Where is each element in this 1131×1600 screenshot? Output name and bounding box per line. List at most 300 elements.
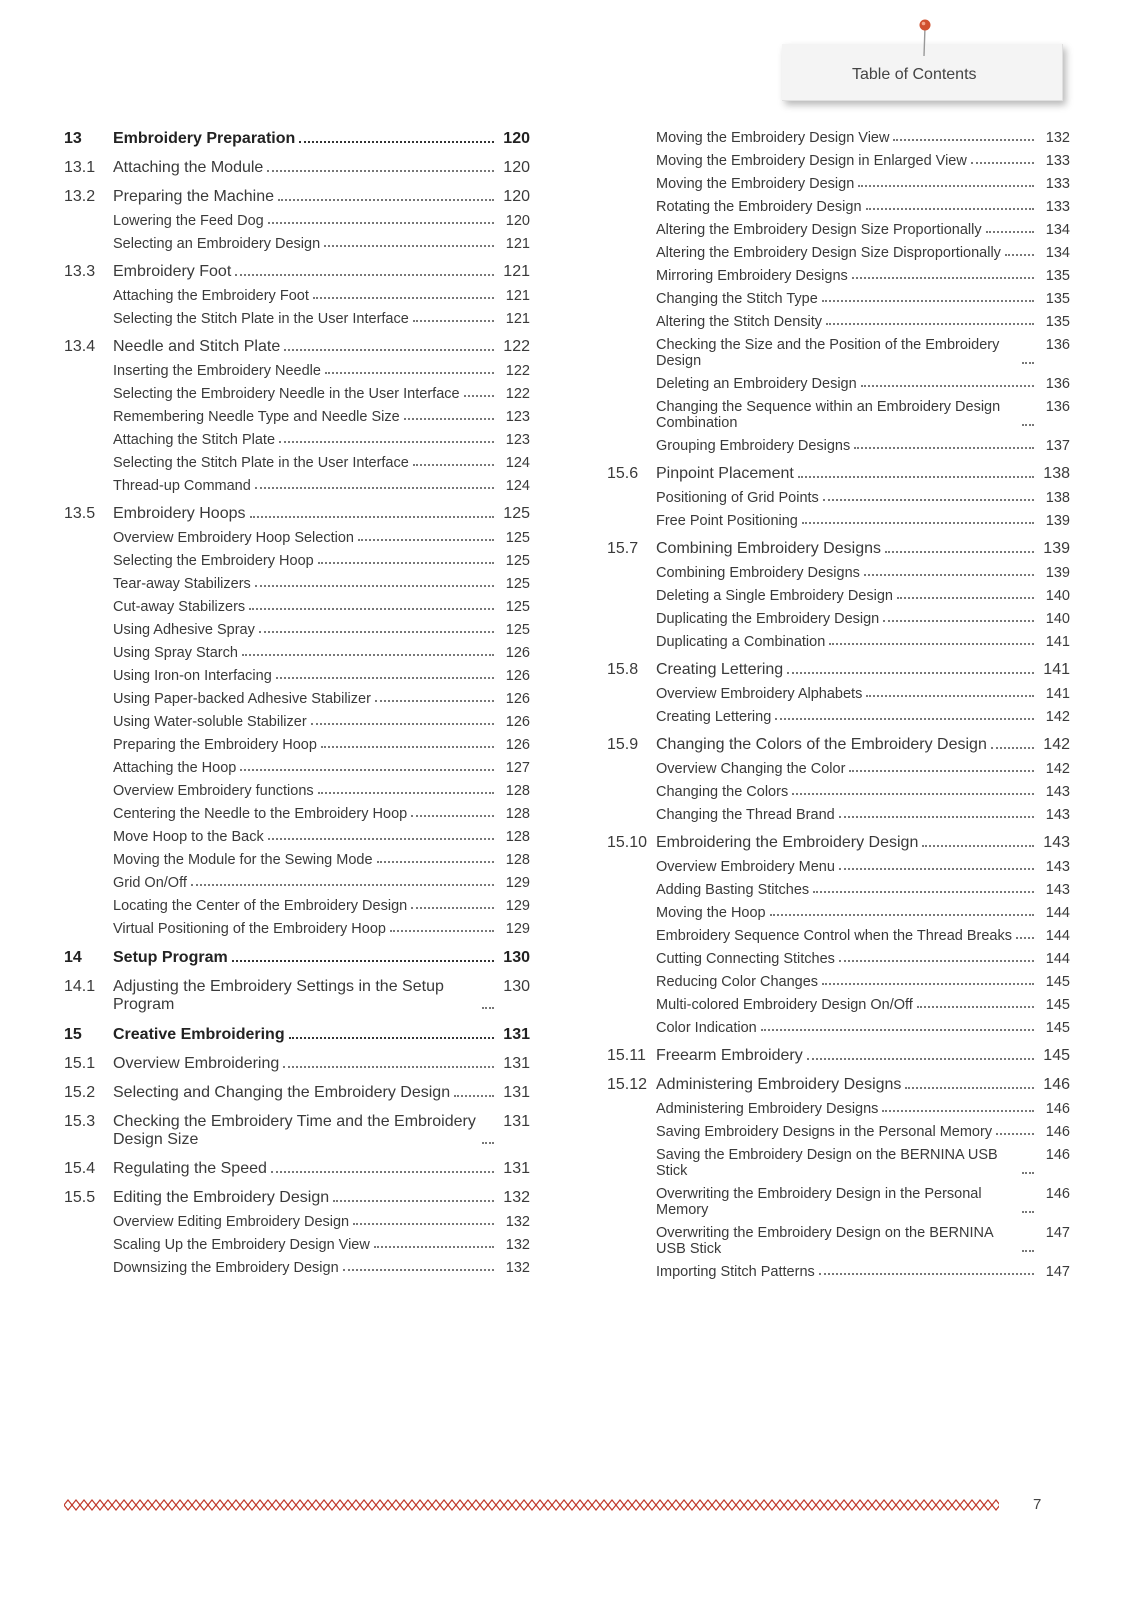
toc-entry-page: 121 bbox=[503, 263, 530, 280]
dot-leader bbox=[374, 1246, 494, 1248]
toc-entry-page: 135 bbox=[1045, 291, 1070, 307]
toc-entry-title: Using Spray Starch bbox=[113, 645, 238, 661]
toc-entry[interactable] bbox=[607, 1225, 1070, 1257]
toc-entry-title: Tear-away Stabilizers bbox=[113, 576, 251, 592]
dot-leader bbox=[996, 1133, 1034, 1135]
toc-entry[interactable] bbox=[607, 399, 1070, 431]
toc-entry-number: 15.10 bbox=[607, 834, 648, 851]
toc-entry-number: 13.5 bbox=[64, 505, 96, 522]
dot-leader bbox=[235, 274, 494, 276]
toc-entry-title: Changing the Colors of the Embroidery Design bbox=[656, 736, 987, 753]
toc-entry-page: 125 bbox=[505, 576, 530, 592]
dot-leader bbox=[866, 208, 1034, 210]
toc-entry-title: Selecting the Stitch Plate in the User Interface bbox=[113, 455, 409, 471]
toc-entry-page: 130 bbox=[503, 949, 530, 966]
toc-entry[interactable] bbox=[64, 386, 530, 402]
toc-entry[interactable] bbox=[607, 337, 1070, 369]
toc-entry-title: Checking the Embroidery Time and the Embroidery Design Size bbox=[113, 1113, 476, 1148]
toc-entry-title: Using Adhesive Spray bbox=[113, 622, 255, 638]
toc-entry[interactable] bbox=[607, 709, 1070, 725]
toc-entry[interactable] bbox=[64, 852, 530, 868]
toc-entry-title: Creating Lettering bbox=[656, 709, 772, 725]
toc-entry[interactable] bbox=[64, 553, 530, 569]
toc-entry-page: 126 bbox=[505, 668, 530, 684]
toc-entry-page: 130 bbox=[503, 978, 530, 995]
stitch-line-bottom bbox=[64, 1505, 999, 1510]
toc-entry-page: 139 bbox=[1045, 565, 1070, 581]
toc-entry[interactable] bbox=[607, 376, 1070, 392]
dot-leader bbox=[822, 300, 1034, 302]
toc-entry-page: 146 bbox=[1045, 1186, 1070, 1202]
toc-entry[interactable] bbox=[607, 291, 1070, 307]
dot-leader bbox=[761, 1029, 1034, 1031]
dot-leader bbox=[284, 349, 494, 351]
dot-leader bbox=[271, 1171, 494, 1173]
toc-entry-page: 133 bbox=[1045, 199, 1070, 215]
toc-entry-number: 13.3 bbox=[64, 263, 96, 280]
dot-leader bbox=[321, 746, 494, 748]
toc-entry-page: 134 bbox=[1045, 222, 1070, 238]
toc-entry-page: 126 bbox=[505, 645, 530, 661]
toc-entry-page: 128 bbox=[505, 829, 530, 845]
toc-entry[interactable] bbox=[64, 737, 530, 753]
toc-entry-title: Reducing Color Changes bbox=[656, 974, 819, 990]
toc-entry-title: Grouping Embroidery Designs bbox=[656, 438, 851, 454]
toc-entry[interactable] bbox=[607, 736, 1070, 754]
dot-leader bbox=[411, 815, 494, 817]
dot-leader bbox=[279, 441, 494, 443]
toc-entry-page: 126 bbox=[505, 737, 530, 753]
toc-entry-page: 146 bbox=[1045, 1147, 1070, 1163]
toc-entry-title: Selecting the Embroidery Needle in the User Interface bbox=[113, 386, 460, 402]
toc-entry[interactable] bbox=[64, 622, 530, 638]
toc-entry[interactable] bbox=[64, 1189, 530, 1207]
dot-leader bbox=[854, 447, 1034, 449]
toc-entry-number: 15.3 bbox=[64, 1113, 96, 1130]
toc-entry[interactable] bbox=[607, 611, 1070, 627]
toc-entry[interactable] bbox=[607, 761, 1070, 777]
toc-entry-title: Embroidery Foot bbox=[113, 263, 232, 280]
toc-entry-title: Attaching the Module bbox=[113, 159, 264, 176]
toc-entry-page: 120 bbox=[503, 188, 530, 205]
toc-entry[interactable] bbox=[607, 834, 1070, 852]
toc-entry-page: 131 bbox=[503, 1160, 530, 1177]
toc-entry-title: Overview Embroidering bbox=[113, 1055, 280, 1072]
toc-entry-number: 15 bbox=[64, 1026, 82, 1043]
toc-entry[interactable] bbox=[64, 668, 530, 684]
toc-entry[interactable] bbox=[607, 1020, 1070, 1036]
toc-entry[interactable] bbox=[607, 882, 1070, 898]
toc-entry[interactable] bbox=[607, 951, 1070, 967]
dot-leader bbox=[324, 245, 494, 247]
toc-entry[interactable] bbox=[607, 245, 1070, 261]
dot-leader bbox=[905, 1087, 1034, 1089]
dot-leader bbox=[268, 222, 494, 224]
toc-entry-number: 13 bbox=[64, 130, 82, 147]
toc-entry[interactable] bbox=[64, 875, 530, 891]
toc-entry[interactable] bbox=[607, 438, 1070, 454]
toc-entry[interactable] bbox=[64, 829, 530, 845]
toc-entry[interactable] bbox=[64, 236, 530, 252]
toc-entry[interactable] bbox=[64, 130, 530, 148]
toc-entry[interactable] bbox=[607, 153, 1070, 169]
toc-entry-page: 140 bbox=[1045, 611, 1070, 627]
toc-entry-page: 132 bbox=[505, 1237, 530, 1253]
dot-leader bbox=[289, 1037, 494, 1039]
toc-entry-page: 129 bbox=[505, 921, 530, 937]
toc-entry-title: Altering the Embroidery Design Size Disproportionally bbox=[656, 245, 1001, 261]
toc-entry[interactable] bbox=[607, 1124, 1070, 1140]
toc-entry-title: Lowering the Feed Dog bbox=[113, 213, 264, 229]
toc-entry[interactable] bbox=[64, 188, 530, 206]
toc-entry[interactable] bbox=[607, 686, 1070, 702]
dot-leader bbox=[358, 539, 494, 541]
toc-entry[interactable] bbox=[64, 338, 530, 356]
toc-entry[interactable] bbox=[64, 921, 530, 937]
toc-entry-title: Importing Stitch Patterns bbox=[656, 1264, 815, 1280]
dot-leader bbox=[311, 723, 494, 725]
toc-entry[interactable] bbox=[607, 905, 1070, 921]
toc-entry-title: Administering Embroidery Designs bbox=[656, 1101, 879, 1117]
dot-leader bbox=[411, 907, 494, 909]
toc-entry-title: Attaching the Embroidery Foot bbox=[113, 288, 309, 304]
toc-entry[interactable] bbox=[64, 978, 530, 1014]
dot-leader bbox=[991, 747, 1034, 749]
toc-entry[interactable] bbox=[64, 1113, 530, 1149]
dot-leader bbox=[278, 199, 494, 201]
dot-leader bbox=[802, 522, 1034, 524]
toc-entry-page: 131 bbox=[503, 1084, 530, 1101]
toc-entry-title: Preparing the Embroidery Hoop bbox=[113, 737, 317, 753]
toc-entry[interactable] bbox=[64, 898, 530, 914]
toc-entry-page: 133 bbox=[1045, 153, 1070, 169]
dot-leader bbox=[882, 1110, 1034, 1112]
toc-entry-page: 146 bbox=[1045, 1124, 1070, 1140]
toc-entry-title: Regulating the Speed bbox=[113, 1160, 267, 1177]
toc-entry[interactable] bbox=[64, 1026, 530, 1044]
toc-left-column bbox=[64, 130, 530, 1276]
toc-entry-title: Remembering Needle Type and Needle Size bbox=[113, 409, 400, 425]
toc-entry-title: Overview Editing Embroidery Design bbox=[113, 1214, 350, 1230]
toc-entry-title: Changing the Thread Brand bbox=[656, 807, 835, 823]
toc-entry-page: 126 bbox=[505, 714, 530, 730]
toc-entry[interactable] bbox=[607, 513, 1070, 529]
toc-right-column bbox=[607, 130, 1070, 1280]
toc-entry-page: 142 bbox=[1045, 709, 1070, 725]
dot-leader bbox=[861, 385, 1034, 387]
toc-entry[interactable] bbox=[64, 530, 530, 546]
toc-entry-number: 15.1 bbox=[64, 1055, 96, 1072]
dot-leader bbox=[255, 585, 494, 587]
toc-entry-number: 15.7 bbox=[607, 540, 639, 557]
toc-entry[interactable] bbox=[64, 1084, 530, 1102]
toc-entry-page: 136 bbox=[1045, 399, 1070, 415]
toc-entry[interactable] bbox=[607, 540, 1070, 558]
toc-entry-title: Saving the Embroidery Design on the BERNINA USB Stick bbox=[656, 1147, 998, 1179]
dot-leader bbox=[454, 1095, 494, 1097]
toc-entry[interactable] bbox=[607, 268, 1070, 284]
toc-entry-title: Selecting and Changing the Embroidery Design bbox=[113, 1084, 451, 1101]
toc-entry[interactable] bbox=[64, 363, 530, 379]
toc-entry-page: 122 bbox=[505, 363, 530, 379]
toc-entry-title: Overview Embroidery Alphabets bbox=[656, 686, 863, 702]
toc-entry[interactable] bbox=[64, 691, 530, 707]
toc-entry-number: 15.11 bbox=[607, 1047, 646, 1064]
dot-leader bbox=[864, 574, 1034, 576]
dot-leader bbox=[839, 868, 1034, 870]
toc-entry-title: Virtual Positioning of the Embroidery Hoop bbox=[113, 921, 386, 937]
toc-entry-title: Using Paper-backed Adhesive Stabilizer bbox=[113, 691, 371, 707]
toc-entry[interactable] bbox=[607, 1264, 1070, 1280]
toc-entry-page: 144 bbox=[1045, 928, 1070, 944]
toc-entry[interactable] bbox=[607, 859, 1070, 875]
toc-entry-title: Mirroring Embroidery Designs bbox=[656, 268, 848, 284]
toc-entry-title: Changing the Stitch Type bbox=[656, 291, 818, 307]
toc-entry[interactable] bbox=[64, 1160, 530, 1178]
toc-entry-title: Creating Lettering bbox=[656, 661, 784, 678]
toc-entry-title: Preparing the Machine bbox=[113, 188, 274, 205]
dot-leader bbox=[883, 620, 1034, 622]
dot-leader bbox=[829, 643, 1034, 645]
dot-leader bbox=[1022, 362, 1034, 364]
toc-entry[interactable] bbox=[607, 490, 1070, 506]
toc-entry-title: Downsizing the Embroidery Design bbox=[113, 1260, 339, 1276]
dot-leader bbox=[343, 1269, 494, 1271]
toc-entry-title: Overwriting the Embroidery Design on the BERNINA USB Stick bbox=[656, 1225, 993, 1257]
toc-entry-page: 141 bbox=[1043, 661, 1070, 678]
toc-entry[interactable] bbox=[607, 928, 1070, 944]
toc-entry[interactable] bbox=[607, 784, 1070, 800]
toc-entry[interactable] bbox=[607, 1186, 1070, 1218]
toc-entry-title: Overview Embroidery Menu bbox=[656, 859, 835, 875]
toc-entry[interactable] bbox=[64, 783, 530, 799]
toc-entry-page: 125 bbox=[505, 553, 530, 569]
toc-entry-title: Deleting a Single Embroidery Design bbox=[656, 588, 893, 604]
toc-entry-page: 132 bbox=[505, 1214, 530, 1230]
dot-leader bbox=[897, 597, 1034, 599]
toc-entry-page: 144 bbox=[1045, 905, 1070, 921]
toc-entry-title: Centering the Needle to the Embroidery Hoop bbox=[113, 806, 408, 822]
toc-entry-page: 136 bbox=[1045, 337, 1070, 353]
dot-leader bbox=[250, 516, 495, 518]
toc-entry[interactable] bbox=[607, 565, 1070, 581]
toc-entry-number: 15.12 bbox=[607, 1076, 648, 1093]
toc-entry[interactable] bbox=[607, 807, 1070, 823]
toc-entry-page: 128 bbox=[505, 852, 530, 868]
toc-entry-page: 138 bbox=[1043, 465, 1070, 482]
dot-leader bbox=[849, 770, 1034, 772]
toc-entry-page: 126 bbox=[505, 691, 530, 707]
dot-leader bbox=[313, 297, 494, 299]
toc-entry[interactable] bbox=[64, 1214, 530, 1230]
toc-entry-page: 128 bbox=[505, 806, 530, 822]
toc-entry-page: 131 bbox=[503, 1026, 530, 1043]
toc-entry[interactable] bbox=[607, 1101, 1070, 1117]
toc-entry-page: 143 bbox=[1045, 859, 1070, 875]
toc-entry-number: 15.8 bbox=[607, 661, 639, 678]
toc-entry[interactable] bbox=[64, 760, 530, 776]
toc-entry-title: Moving the Embroidery Design View bbox=[656, 130, 890, 146]
dot-leader bbox=[1022, 1172, 1034, 1174]
toc-entry-title: Needle and Stitch Plate bbox=[113, 338, 281, 355]
toc-entry-title: Changing the Sequence within an Embroidery Design Combination bbox=[656, 399, 1001, 431]
toc-entry[interactable] bbox=[64, 1260, 530, 1276]
toc-entry-page: 124 bbox=[505, 455, 530, 471]
toc-entry-page: 142 bbox=[1045, 761, 1070, 777]
toc-entry-title: Duplicating the Embroidery Design bbox=[656, 611, 880, 627]
toc-entry-page: 121 bbox=[505, 311, 530, 327]
toc-entry-title: Editing the Embroidery Design bbox=[113, 1189, 330, 1206]
toc-entry[interactable] bbox=[607, 176, 1070, 192]
toc-entry-title: Thread-up Command bbox=[113, 478, 251, 494]
dot-leader bbox=[1005, 254, 1034, 256]
dot-leader bbox=[333, 1200, 494, 1202]
toc-entry-title: Deleting an Embroidery Design bbox=[656, 376, 857, 392]
toc-entry[interactable] bbox=[64, 288, 530, 304]
toc-entry-title: Overview Embroidery Hoop Selection bbox=[113, 530, 354, 546]
stitch-line-top bbox=[64, 1500, 999, 1505]
dot-leader bbox=[299, 141, 494, 143]
toc-entry-title: Selecting the Stitch Plate in the User Interface bbox=[113, 311, 409, 327]
toc-entry[interactable] bbox=[607, 222, 1070, 238]
toc-entry[interactable] bbox=[607, 997, 1070, 1013]
toc-entry-title: Grid On/Off bbox=[113, 875, 187, 891]
dot-leader bbox=[822, 983, 1034, 985]
toc-entry[interactable] bbox=[64, 455, 530, 471]
toc-entry[interactable] bbox=[64, 159, 530, 177]
toc-entry-page: 139 bbox=[1043, 540, 1070, 557]
toc-entry-page: 141 bbox=[1045, 634, 1070, 650]
toc-entry[interactable] bbox=[607, 1076, 1070, 1094]
toc-entry-page: 120 bbox=[503, 159, 530, 176]
toc-entry[interactable] bbox=[607, 199, 1070, 215]
toc-entry[interactable] bbox=[64, 478, 530, 494]
toc-entry-title: Administering Embroidery Designs bbox=[656, 1076, 902, 1093]
toc-entry[interactable] bbox=[64, 263, 530, 281]
toc-entry[interactable] bbox=[64, 1055, 530, 1073]
toc-entry[interactable] bbox=[607, 130, 1070, 146]
toc-entry-page: 145 bbox=[1045, 974, 1070, 990]
toc-entry-number: 13.1 bbox=[64, 159, 96, 176]
toc-entry-title: Selecting the Embroidery Hoop bbox=[113, 553, 314, 569]
toc-entry-page: 147 bbox=[1045, 1264, 1070, 1280]
toc-entry-page: 122 bbox=[505, 386, 530, 402]
toc-entry-title: Duplicating a Combination bbox=[656, 634, 826, 650]
dot-leader bbox=[839, 960, 1034, 962]
dot-leader bbox=[283, 1066, 494, 1068]
toc-entry-page: 127 bbox=[505, 760, 530, 776]
dot-leader bbox=[259, 631, 494, 633]
toc-entry-title: Freearm Embroidery bbox=[656, 1047, 803, 1064]
toc-entry[interactable] bbox=[607, 974, 1070, 990]
toc-entry-page: 147 bbox=[1045, 1225, 1070, 1241]
toc-entry-title: Selecting an Embroidery Design bbox=[113, 236, 321, 252]
dot-leader bbox=[823, 499, 1034, 501]
toc-entry-title: Adding Basting Stitches bbox=[656, 882, 810, 898]
toc-entry-number: 14 bbox=[64, 949, 82, 966]
toc-entry-title: Color Indication bbox=[656, 1020, 757, 1036]
dot-leader bbox=[249, 608, 494, 610]
toc-entry-title: Embroidering the Embroidery Design bbox=[656, 834, 919, 851]
toc-entry-title: Scaling Up the Embroidery Design View bbox=[113, 1237, 370, 1253]
dot-leader bbox=[839, 816, 1034, 818]
toc-entry[interactable] bbox=[607, 634, 1070, 650]
toc-entry[interactable] bbox=[607, 1047, 1070, 1065]
toc-entry[interactable] bbox=[607, 1147, 1070, 1179]
toc-entry[interactable] bbox=[64, 213, 530, 229]
toc-entry-page: 120 bbox=[503, 130, 530, 147]
toc-entry-page: 131 bbox=[503, 1113, 530, 1130]
dot-leader bbox=[325, 372, 494, 374]
header-title: Table of Contents bbox=[852, 66, 977, 83]
dot-leader bbox=[1022, 424, 1034, 426]
dot-leader bbox=[922, 845, 1034, 847]
toc-entry[interactable] bbox=[64, 949, 530, 967]
toc-entry[interactable] bbox=[64, 432, 530, 448]
toc-entry[interactable] bbox=[64, 1237, 530, 1253]
toc-entry-title: Moving the Embroidery Design in Enlarged View bbox=[656, 153, 967, 169]
toc-entry-page: 123 bbox=[505, 432, 530, 448]
dot-leader bbox=[792, 793, 1034, 795]
toc-entry-page: 145 bbox=[1045, 997, 1070, 1013]
toc-entry[interactable] bbox=[64, 806, 530, 822]
toc-entry-title: Embroidery Sequence Control when the Thread Breaks bbox=[656, 928, 1012, 944]
toc-entry[interactable] bbox=[607, 661, 1070, 679]
dot-leader bbox=[813, 891, 1034, 893]
toc-entry-number: 15.6 bbox=[607, 465, 639, 482]
toc-entry-title: Cutting Connecting Stitches bbox=[656, 951, 835, 967]
dot-leader bbox=[240, 769, 494, 771]
toc-entry-page: 134 bbox=[1045, 245, 1070, 261]
toc-entry-page: 125 bbox=[505, 622, 530, 638]
toc-entry[interactable] bbox=[64, 576, 530, 592]
dot-leader bbox=[807, 1058, 1034, 1060]
toc-entry[interactable] bbox=[64, 599, 530, 615]
toc-entry-title: Using Water-soluble Stabilizer bbox=[113, 714, 307, 730]
toc-entry-title: Using Iron-on Interfacing bbox=[113, 668, 272, 684]
dot-leader bbox=[267, 170, 494, 172]
toc-entry[interactable] bbox=[607, 314, 1070, 330]
toc-entry-title: Overview Changing the Color bbox=[656, 761, 846, 777]
dot-leader bbox=[1016, 937, 1034, 939]
toc-entry-page: 131 bbox=[503, 1055, 530, 1072]
toc-entry[interactable] bbox=[64, 505, 530, 523]
toc-entry-title: Altering the Embroidery Design Size Proportionally bbox=[656, 222, 982, 238]
toc-entry-title: Moving the Hoop bbox=[656, 905, 766, 921]
dot-leader bbox=[404, 418, 494, 420]
toc-entry-page: 145 bbox=[1045, 1020, 1070, 1036]
toc-entry[interactable] bbox=[607, 588, 1070, 604]
toc-entry[interactable] bbox=[607, 465, 1070, 483]
toc-entry[interactable] bbox=[64, 409, 530, 425]
toc-entry-title: Combining Embroidery Designs bbox=[656, 565, 860, 581]
toc-entry-title: Multi-colored Embroidery Design On/Off bbox=[656, 997, 913, 1013]
toc-entry-page: 132 bbox=[503, 1189, 530, 1206]
toc-entry-title: Rotating the Embroidery Design bbox=[656, 199, 862, 215]
toc-entry-title: Free Point Positioning bbox=[656, 513, 798, 529]
toc-entry-page: 145 bbox=[1043, 1047, 1070, 1064]
toc-entry-page: 132 bbox=[505, 1260, 530, 1276]
toc-entry-page: 125 bbox=[505, 599, 530, 615]
toc-entry[interactable] bbox=[64, 714, 530, 730]
toc-entry-number: 15.2 bbox=[64, 1084, 96, 1101]
toc-entry-title: Overwriting the Embroidery Design in the Personal Memory bbox=[656, 1186, 982, 1218]
toc-entry-number: 15.4 bbox=[64, 1160, 96, 1177]
toc-entry[interactable] bbox=[64, 645, 530, 661]
dot-leader bbox=[255, 487, 494, 489]
toc-entry-title: Moving the Embroidery Design bbox=[656, 176, 855, 192]
toc-entry[interactable] bbox=[64, 311, 530, 327]
